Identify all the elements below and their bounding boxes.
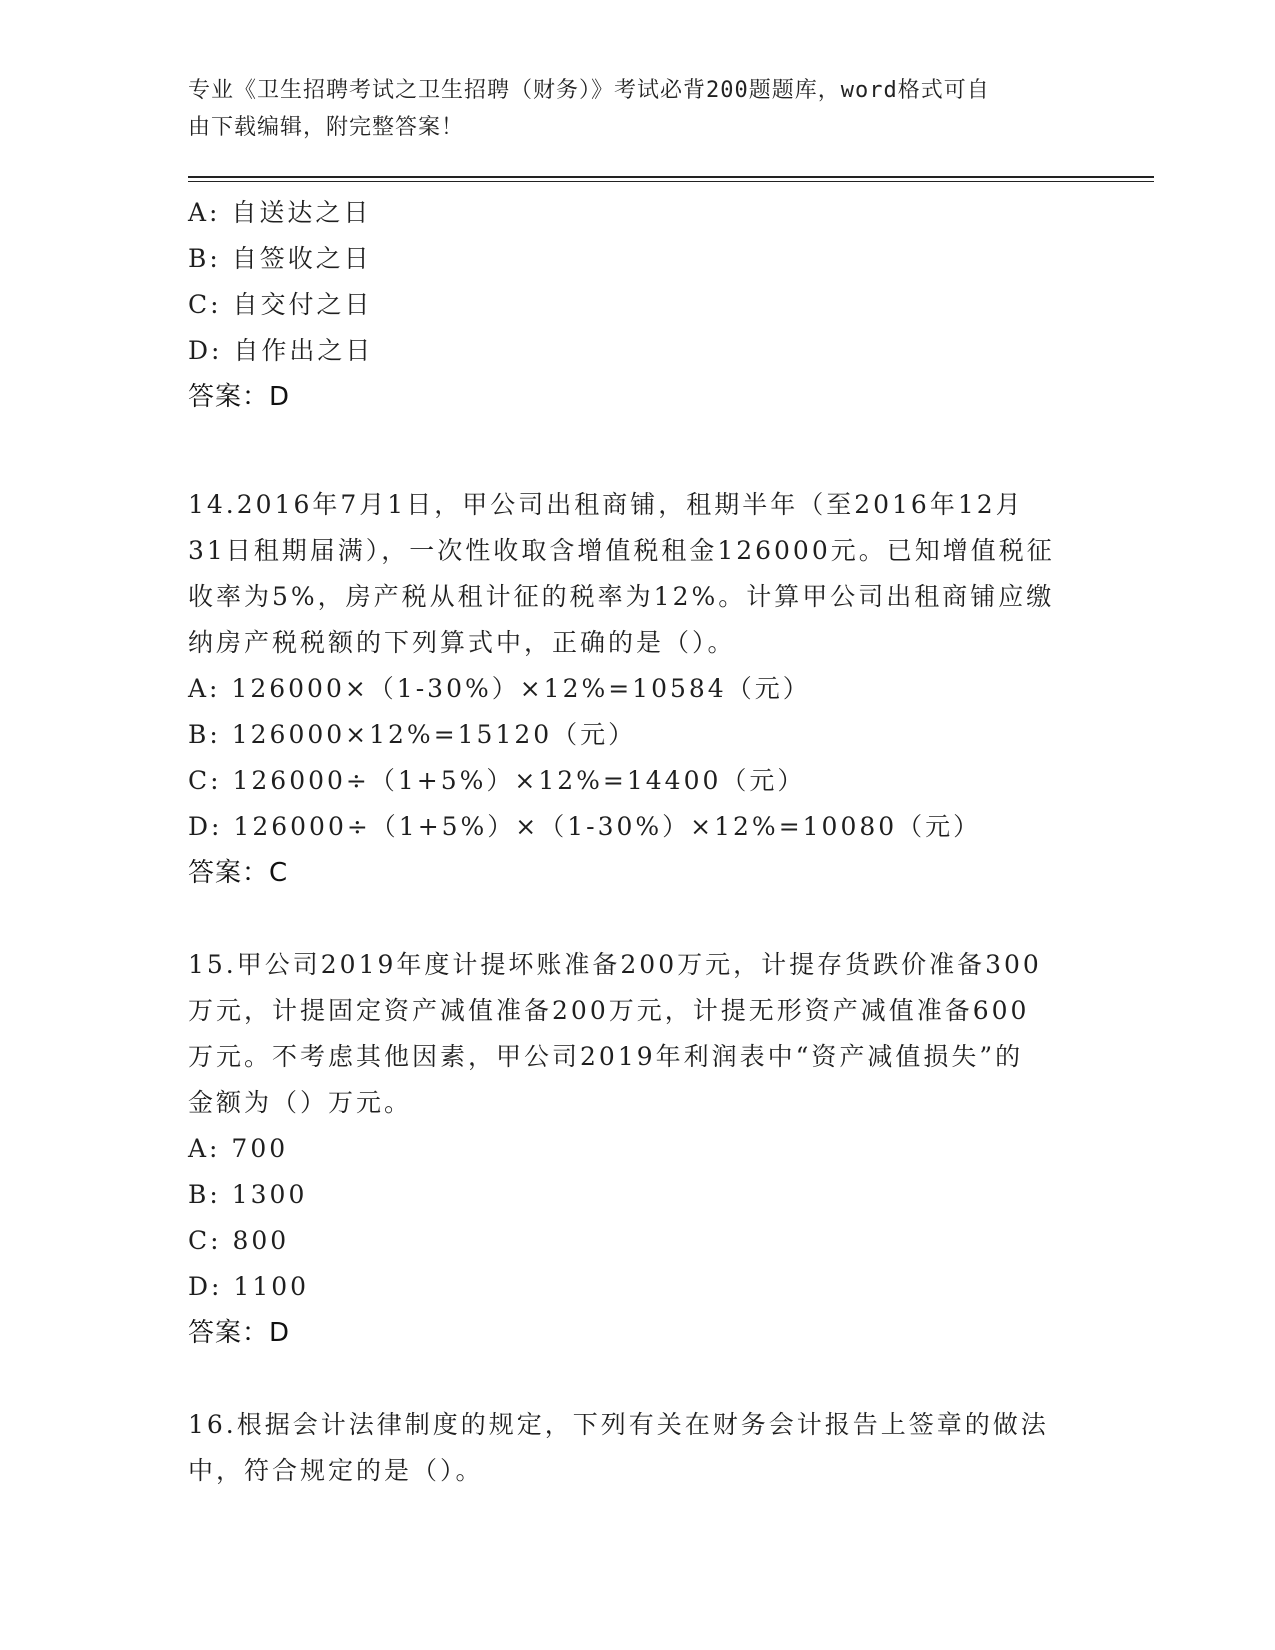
q14-option-d: D: 126000÷（1+5%）×（1-30%）×12%=10080（元） <box>188 812 982 841</box>
question-13 <box>188 190 1088 420</box>
q14-text-line-2: 31日租期届满），一次性收取含增值税租金126000元。已知增值税征 <box>188 536 1055 565</box>
q13-option-a: A: 自送达之日 <box>188 198 372 227</box>
question-14 <box>188 482 1088 896</box>
question-16 <box>188 1402 1088 1494</box>
header-rule-thin <box>188 181 1154 182</box>
q16-text-line-1: 16.根据会计法律制度的规定，下列有关在财务会计报告上签章的做法 <box>188 1410 1049 1439</box>
q15-text-line-3: 万元。不考虑其他因素，甲公司2019年利润表中“资产减值损失”的 <box>188 1042 1024 1071</box>
document-header <box>188 72 1068 146</box>
q15-option-c: C: 800 <box>188 1226 290 1255</box>
q14-text-line-1: 14.2016年7月1日，甲公司出租商铺，租期半年（至2016年12月 <box>188 490 1024 519</box>
spacer <box>188 466 1088 482</box>
q14-text-line-4: 纳房产税税额的下列算式中，正确的是（）。 <box>188 628 736 657</box>
header-rule-thick <box>188 176 1154 178</box>
q15-text-line-1: 15.甲公司2019年度计提坏账准备200万元，计提存货跌价准备300 <box>188 950 1042 979</box>
q15-option-a: A: 700 <box>188 1134 289 1163</box>
q15-option-d: D: 1100 <box>188 1272 310 1301</box>
q14-text-line-3: 收率为5%，房产税从租计征的税率为12%。计算甲公司出租商铺应缴 <box>188 582 1055 611</box>
q15-text-line-2: 万元，计提固定资产减值准备200万元，计提无形资产减值准备600 <box>188 996 1030 1025</box>
q15-text-line-4: 金额为（）万元。 <box>188 1088 413 1117</box>
q13-option-d: D: 自作出之日 <box>188 336 374 365</box>
q13-option-b: B: 自签收之日 <box>188 244 372 273</box>
q15-answer: 答案：D <box>188 1318 291 1348</box>
q14-option-b: B: 126000×12%=15120（元） <box>188 720 637 749</box>
q13-answer: 答案：D <box>188 382 291 412</box>
spacer <box>188 896 1088 942</box>
q14-option-c: C: 126000÷（1+5%）×12%=14400（元） <box>188 766 806 795</box>
q13-option-c: C: 自交付之日 <box>188 290 373 319</box>
header-line-2: 由下载编辑，附完整答案！ <box>188 115 465 140</box>
question-content <box>188 190 1088 1494</box>
spacer <box>188 420 1088 466</box>
question-15 <box>188 942 1088 1356</box>
q15-option-b: B: 1300 <box>188 1180 308 1209</box>
q14-answer: 答案：C <box>188 858 289 888</box>
header-line-1: 专业《卫生招聘考试之卫生招聘（财务）》考试必背200题题库，word格式可自 <box>188 78 990 103</box>
q16-text-line-2: 中，符合规定的是（）。 <box>188 1456 484 1485</box>
spacer <box>188 1356 1088 1402</box>
q14-option-a: A: 126000×（1-30%）×12%=10584（元） <box>188 674 811 703</box>
